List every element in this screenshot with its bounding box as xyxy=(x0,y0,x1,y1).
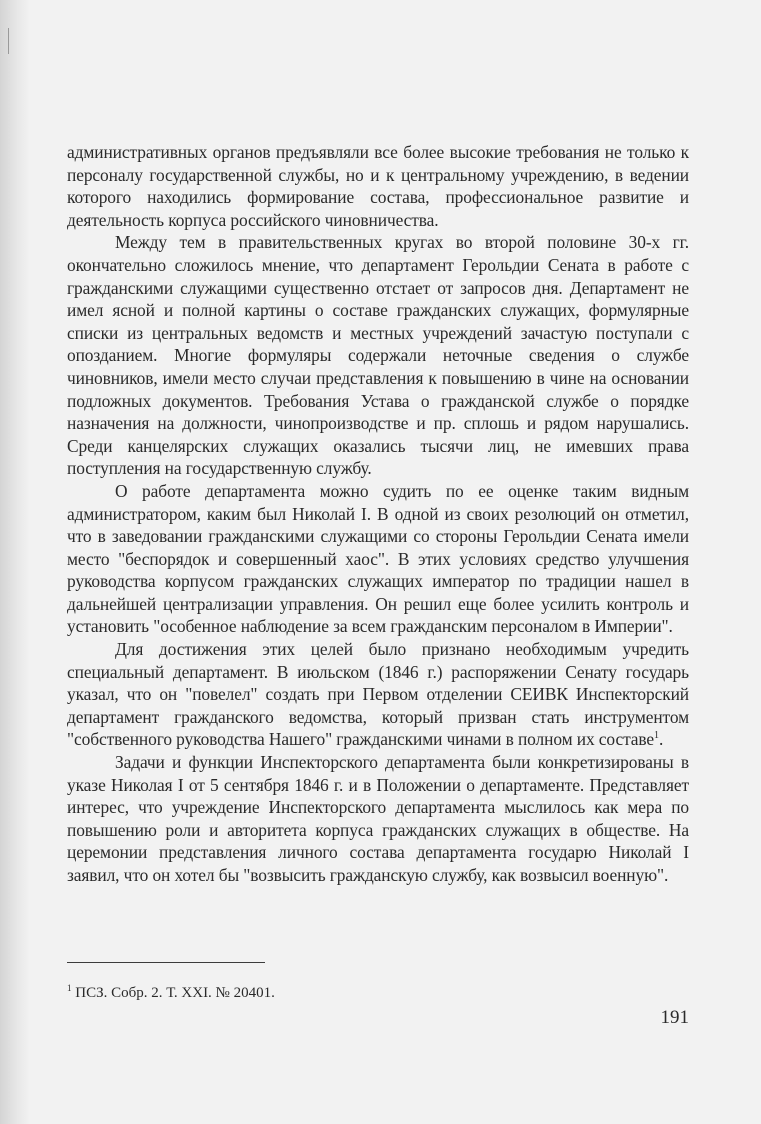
scan-edge-mark xyxy=(8,28,9,54)
paragraph-1: административных органов предъявляли все более высокие требования не только к персоналу государственной службы, но и к центральному учреждению, в ведении которого находились формирование состава, профессиональное развитие и деятельность корпуса российского чиновничества. xyxy=(67,142,689,230)
footnote xyxy=(67,984,275,1002)
main-text xyxy=(67,141,689,887)
paragraph-4 xyxy=(67,638,689,751)
page-number: 191 xyxy=(660,1007,689,1028)
footnote-reference[interactable]: 1 xyxy=(654,730,659,742)
paragraph-4-text: Для достижения этих целей было признано необходимым учредить специальный департамент. В июльском (1846 г.) распоряжении Сенату государь указал, что он "повелел" создать при Первом отделении СЕИВК Инспекторский департамент гражданского ведомства, который призван стать инструментом "собственного руководства Нашего" гражданскими чинами в полном их составе xyxy=(67,639,689,750)
paragraph-5: Задачи и функции Инспекторского департамента были конкретизированы в указе Николая I от 5 сентября 1846 г. и в Положении о департаменте. Представляет интерес, что учреждение Инспекторского департамента мыслилось как мера по повышению роли и авторитета корпуса гражданских служащих в обществе. На церемонии представления личного состава департамента государю Николай I заявил, что он хотел бы "возвысить гражданскую службу, как возвысил военную". xyxy=(67,752,689,885)
paragraph-3: О работе департамента можно судить по ее оценке таким видным администратором, каким был Николай I. В одной из своих резолюций он отметил, что в заведовании гражданскими служащими со стороны Герольдии Сената имели место "беспорядок и совершенный хаос". В этих условиях средство улучшения руководства корпусом гражданских служащих император по традиции нашел в дальнейшей централизации управления. Он решил еще более усилить контроль и установить "особенное наблюдение за всем гражданским персоналом в Империи". xyxy=(67,480,689,637)
paragraph-2: Между тем в правительственных кругах во второй половине 30-х гг. окончательно сложилось мнение, что департамент Герольдии Сената в работе с гражданскими служащими существенно отстает от запросов дня. Департамент не имел ясной и полной картины о составе гражданских служащих, формулярные списки из центральных ведомств и местных учреждений зачастую поступали с опозданием. Многие формуляры содержали неточные сведения о службе чиновников, имели место случаи представления к повышению в чине на основании подложных документов. Требования Устава о гражданской службе о порядке назначения на должности, чинопроизводстве и пр. сплошь и рядом нарушались. Среди канцелярских служащих оказались тысячи лиц, не имевших права поступления на государственную службу. xyxy=(67,232,689,479)
binding-edge-shadow xyxy=(0,0,30,1124)
footnote-number: 1 xyxy=(67,983,72,993)
paragraph-4-end: . xyxy=(658,729,664,750)
footnote-separator xyxy=(67,962,265,963)
footnote-text: ПСЗ. Собр. 2. Т. XXI. № 20401. xyxy=(75,985,275,1001)
